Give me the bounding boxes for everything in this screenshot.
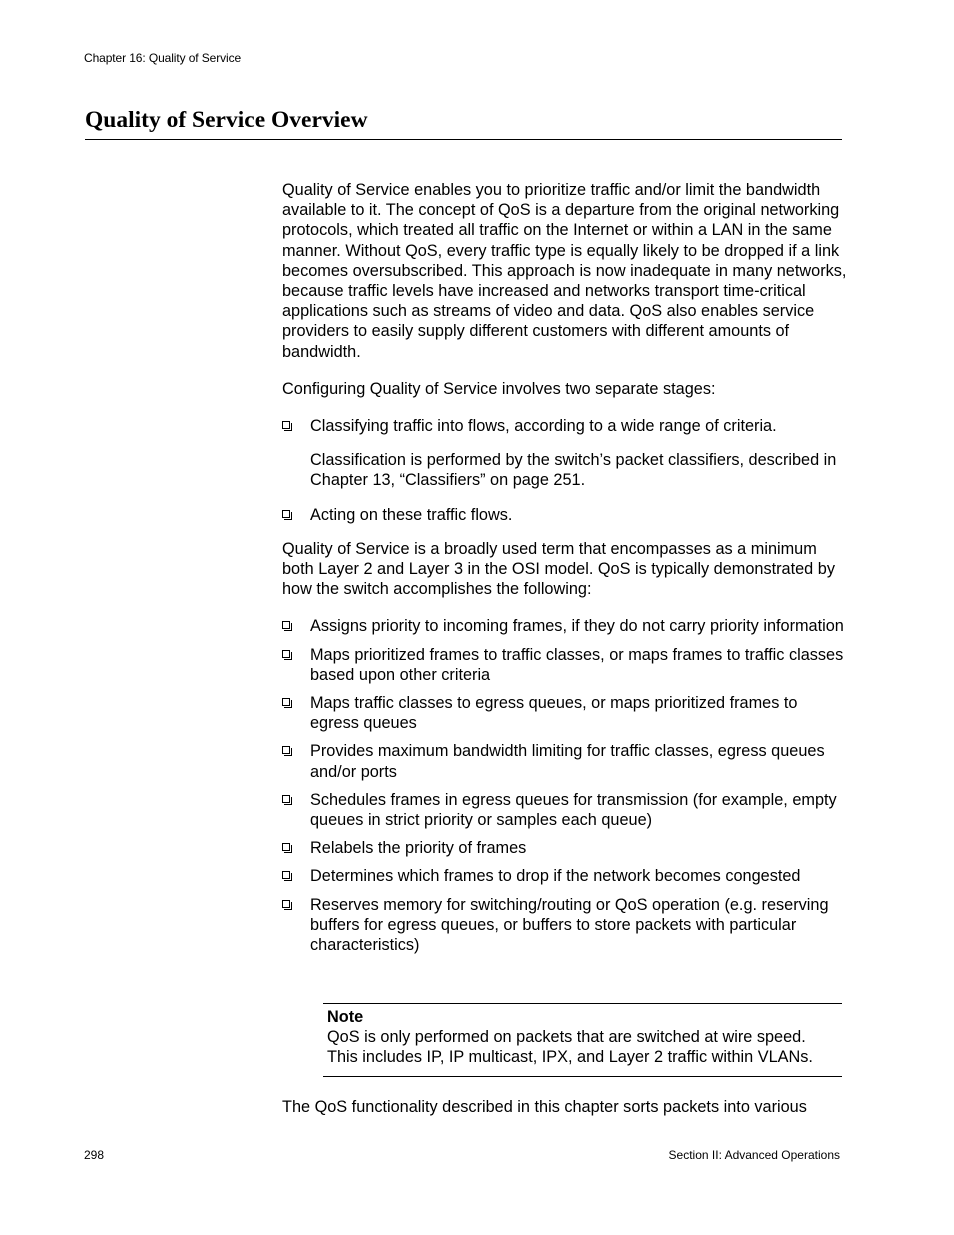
intro-paragraph: Quality of Service enables you to prioritize traffic and/or limit the bandwidth available to it. The concept of QoS is a departure from the original networking protocols, which treated all traffic on the Internet or within a LAN in the same manner. Without QoS, every traffic type is equally likely to be dropped if a link becomes oversubscribed. This approach is now inadequate in many networks, because traffic levels have increased and networks transport time-critical applications such as streams of video and data. QoS also enables service providers to easily supply different customers with different amounts of bandwidth. xyxy=(282,181,847,361)
checkbox-bullet-icon xyxy=(282,621,290,629)
list-item-text: Maps prioritized frames to traffic classes, or maps frames to traffic classes based upon other criteria xyxy=(310,645,844,684)
running-head: Chapter 16: Quality of Service xyxy=(84,51,242,65)
list-item xyxy=(282,505,848,525)
stages-intro: Configuring Quality of Service involves two separate stages: xyxy=(282,379,716,398)
body-text xyxy=(282,180,848,963)
list-item-text: Assigns priority to incoming frames, if they do not carry priority information xyxy=(310,617,844,636)
checkbox-bullet-icon xyxy=(282,650,290,658)
list-item xyxy=(282,790,848,830)
list-item xyxy=(282,693,848,733)
checkbox-bullet-icon xyxy=(282,746,290,754)
list-item-text: Classifying traffic into flows, according to a wide range of criteria. xyxy=(310,417,777,436)
checkbox-bullet-icon xyxy=(282,843,290,851)
title-rule xyxy=(85,139,842,140)
capabilities-list xyxy=(282,616,848,955)
list-item xyxy=(282,838,848,858)
note-line: This includes IP, IP multicast, IPX, and Layer 2 traffic within VLANs. xyxy=(327,1048,813,1067)
checkbox-bullet-icon xyxy=(282,510,290,518)
note-box xyxy=(323,1003,842,1077)
checkbox-bullet-icon xyxy=(282,871,290,879)
list-item-text: Determines which frames to drop if the network becomes congested xyxy=(310,867,801,886)
list-item xyxy=(282,416,848,436)
list-item-text: Schedules frames in egress queues for transmission (for example, empty queues in strict priority or samples each queue) xyxy=(310,790,837,830)
stages-list xyxy=(282,416,848,525)
checkbox-bullet-icon xyxy=(282,900,290,908)
note-label: Note xyxy=(327,1008,364,1026)
section-title: Quality of Service Overview xyxy=(85,107,368,133)
footer-section-label: Section II: Advanced Operations xyxy=(668,1148,840,1162)
list-item-text: Acting on these traffic flows. xyxy=(310,505,513,524)
continuation-paragraph: The QoS functionality described in this chapter sorts packets into various xyxy=(282,1098,807,1116)
osi-paragraph: Quality of Service is a broadly used term that encompasses as a minimum both Layer 2 and Layer 3 in the OSI model. QoS is typically demonstrated by how the switch accomplishes the following: xyxy=(282,539,835,599)
checkbox-bullet-icon xyxy=(282,698,290,706)
checkbox-bullet-icon xyxy=(282,795,290,803)
stage-detail: Classification is performed by the switch’s packet classifiers, described in Chapter 13, “Classifiers” on page 251. xyxy=(310,451,837,490)
list-item-text: Reserves memory for switching/routing or QoS operation (e.g. reserving buffers for egress queues, or buffers to store packets with particular characteristics) xyxy=(310,895,829,955)
page-number: 298 xyxy=(84,1148,105,1162)
list-item xyxy=(282,895,848,956)
list-item xyxy=(282,616,848,636)
list-item xyxy=(282,741,848,781)
list-item-text: Maps traffic classes to egress queues, or maps prioritized frames to egress queues xyxy=(310,694,798,733)
list-item-text: Relabels the priority of frames xyxy=(310,839,527,858)
list-item xyxy=(282,866,848,886)
list-item-text: Provides maximum bandwidth limiting for traffic classes, egress queues and/or ports xyxy=(310,742,825,781)
checkbox-bullet-icon xyxy=(282,421,290,429)
note-line: QoS is only performed on packets that are switched at wire speed. xyxy=(327,1028,806,1047)
list-item xyxy=(282,645,848,685)
